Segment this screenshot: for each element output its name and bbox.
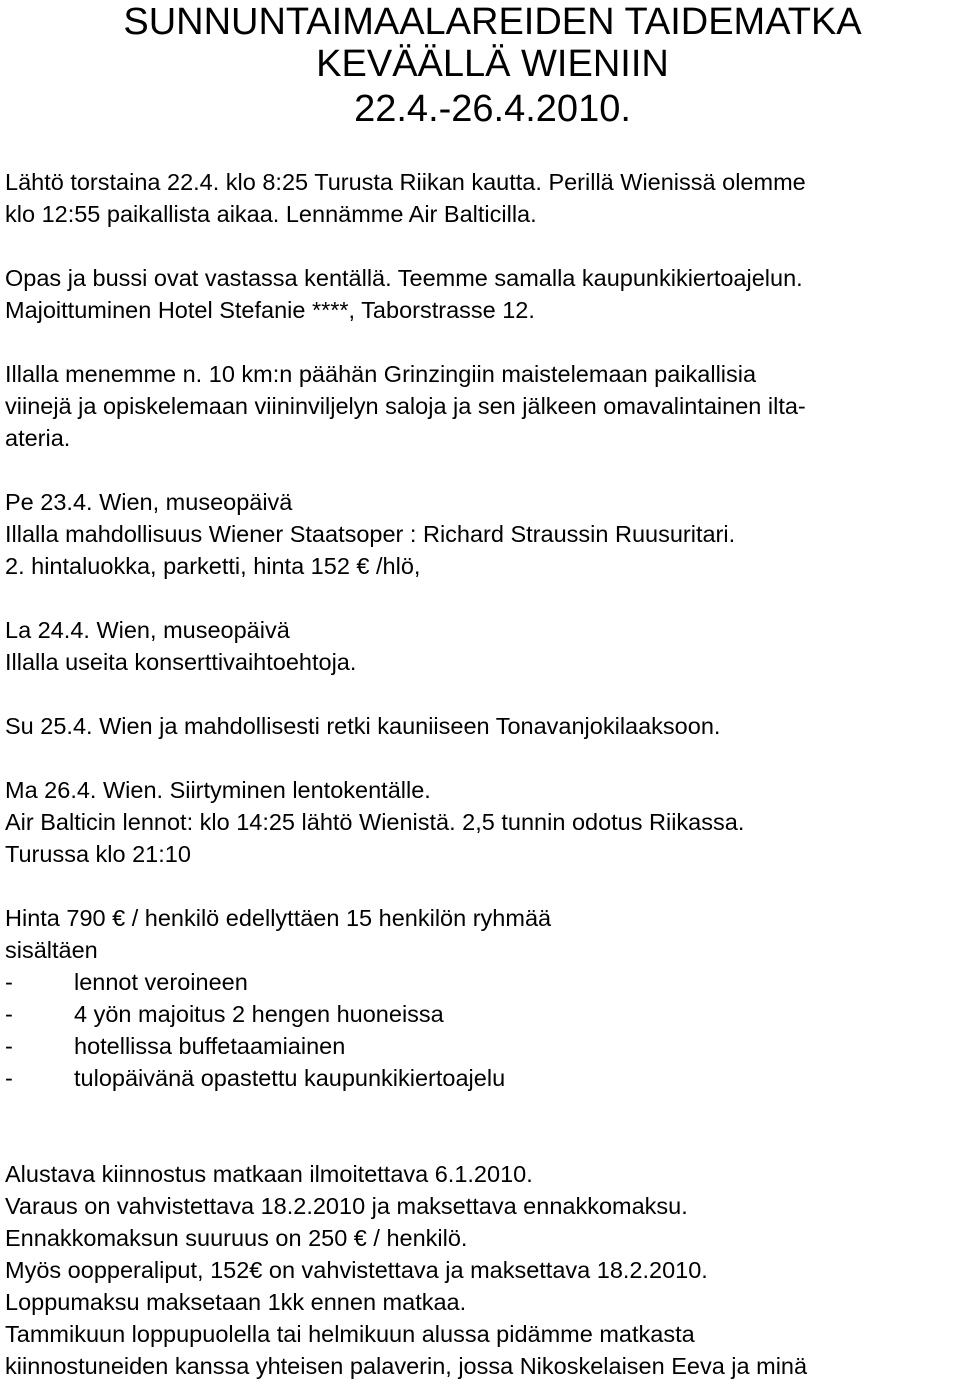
list-item: hotellissa buffetaamiainen (74, 1033, 346, 1059)
friday-opera: Illalla mahdollisuus Wiener Staatsoper : Richard Straussin Ruusuritari. (5, 521, 736, 547)
list-item-dash: - (5, 969, 13, 995)
title-line-3: 22.4.-26.4.2010. (354, 88, 631, 130)
list-item-dash: - (5, 1065, 13, 1091)
list-item-dash: - (5, 1001, 13, 1027)
flight-line: Air Balticin lennot: klo 14:25 lähtö Wienistä. 2,5 tunnin odotus Riikassa. (5, 809, 745, 835)
includes-label: sisältäen (5, 937, 98, 963)
arrival-line: Turussa klo 21:10 (5, 841, 191, 867)
list-item: 4 yön majoitus 2 hengen huoneissa (74, 1001, 444, 1027)
hotel-line: Majoittuminen Hotel Stefanie ****, Taborstrasse 12. (5, 297, 535, 323)
deposit-line: Ennakkomaksun suuruus on 250 € / henkilö. (5, 1225, 468, 1251)
monday-line: Ma 26.4. Wien. Siirtyminen lentokentälle. (5, 777, 431, 803)
guide-line: Opas ja bussi ovat vastassa kentällä. Teemme samalla kaupunkikiertoajelun. (5, 265, 803, 291)
departure-line-2: klo 12:55 paikallista aikaa. Lennämme Air Balticilla. (5, 201, 537, 227)
opera-ticket-line: Myös oopperaliput, 152€ on vahvistettava ja maksettava 18.2.2010. (5, 1257, 708, 1283)
friday-heading: Pe 23.4. Wien, museopäivä (5, 489, 293, 515)
list-item: lennot veroineen (74, 969, 248, 995)
saturday-heading: La 24.4. Wien, museopäivä (5, 617, 290, 643)
price-line: Hinta 790 € / henkilö edellyttäen 15 henkilön ryhmää (5, 905, 552, 931)
friday-price: 2. hintaluokka, parketti, hinta 152 € /hlö, (5, 553, 421, 579)
meeting-line-1: Tammikuun loppupuolella tai helmikuun alussa pidämme matkasta (5, 1321, 695, 1347)
booking-line: Varaus on vahvistettava 18.2.2010 ja maksettava ennakkomaksu. (5, 1193, 688, 1219)
evening-line-2: viinejä ja opiskelemaan viininviljelyn saloja ja sen jälkeen omavalintainen ilta- (5, 393, 806, 419)
saturday-evening: Illalla useita konserttivaihtoehtoja. (5, 649, 357, 675)
departure-line-1: Lähtö torstaina 22.4. klo 8:25 Turusta Riikan kautta. Perillä Wienissä olemme (5, 169, 806, 195)
list-item: tulopäivänä opastettu kaupunkikiertoajelu (74, 1065, 506, 1091)
meeting-line-2: kiinnostuneiden kanssa yhteisen palaverin, jossa Nikoskelaisen Eeva ja minä (5, 1353, 808, 1379)
title-line-2: KEVÄÄLLÄ WIENIIN (316, 43, 669, 85)
title-line-1: SUNNUNTAIMAALAREIDEN TAIDEMATKA (123, 1, 862, 43)
sunday-line: Su 25.4. Wien ja mahdollisesti retki kauniiseen Tonavanjokilaaksoon. (5, 713, 721, 739)
list-item-dash: - (5, 1033, 13, 1059)
evening-line-3: ateria. (5, 425, 71, 451)
evening-line-1: Illalla menemme n. 10 km:n päähän Grinzingiin maistelemaan paikallisia (5, 361, 757, 387)
final-payment-line: Loppumaksu maksetaan 1kk ennen matkaa. (5, 1289, 467, 1315)
interest-line: Alustava kiinnostus matkaan ilmoitettava 6.1.2010. (5, 1161, 533, 1187)
